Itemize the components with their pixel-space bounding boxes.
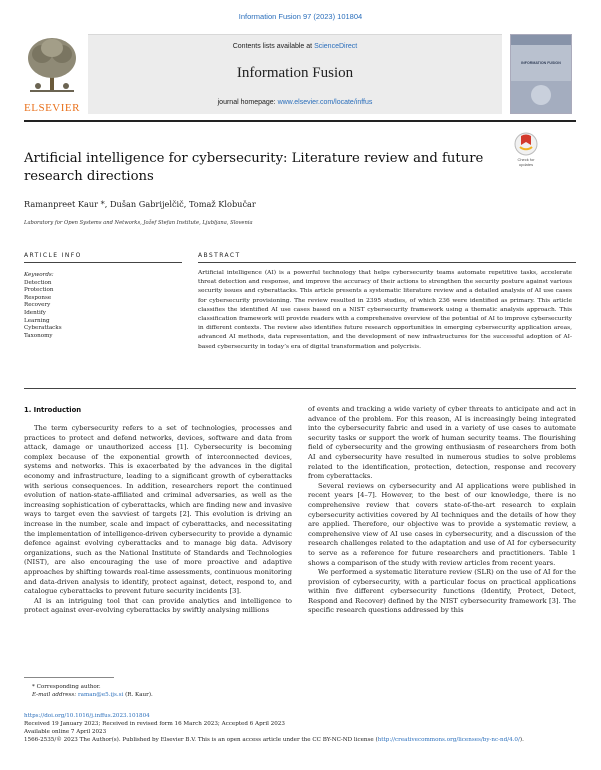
abstract-rule (198, 262, 576, 263)
intro-paragraph: The term cybersecurity refers to a set of technologies, processes and practices to protect and defend networks, devices, software and data from attack, damage or unauthorized access [1]. Cybersecurity is becoming complex because of the exponential growth of interconnected devices, systems and networks. This is exacerbated by the advances in the digital economy and infrastructure, leading to a significant growth of cyberattacks with serious consequences. In addition, researchers report the continued evolution of nation-state-affiliated and criminal adversaries, as well as the increasing sophistication of cyberattacks, which are finding new and invasive ways to target even the savviest of targets [2]. This evolution is driving an increase in the number, scale and impact of cyberattacks, and necessitating the implementation of intelligence-driven cybersecurity to provide a dynamic defence against evolving cyberattacks and to manage big data. Advisory organizations, such as the National Institute of Standards and Technologies (NIST), are also encouraging the use of more proactive and adaptive approaches by shifting towards real-time assessments, continuous monitoring and data-driven analysis to identify, protect against, detect, respond to, and catalogue cyberattacks to prevent future security incidents [3]. (24, 424, 292, 596)
homepage-line (88, 99, 502, 106)
abstract-text: Artificial intelligence (AI) is a powerful technology that helps cybersecurity teams automate repetitive tasks, accelerate threat detection and response, and improve the accuracy of their actions to strengthen the security posture against various security issues and cyberattacks. This article presents a systematic literature review and a detailed analysis of AI use cases for cybersecurity provisioning. The review resulted in 2395 studies, of which 236 were identified as primary. This article classifies the identified AI use cases based on a NIST cybersecurity framework using a thematic analysis approach. This classification framework will provide readers with a comprehensive overview of the potential of AI to improve cybersecurity in different contexts. The review also identifies future research opportunities in emerging cybersecurity application areas, advanced AI methods, data representation, and the development of new infrastructures for the successful adoption of AI-based cybersecurity in today’s era of digital transformation and polycrisis. (198, 270, 572, 350)
journal-name: Information Fusion (236, 65, 354, 81)
license-line (24, 736, 584, 744)
badge-line-1: Check for (517, 157, 535, 162)
keyword-item: Identify (24, 309, 46, 316)
email-label: E-mail address: (32, 692, 78, 698)
article-title: Artificial intelligence for cybersecurity: Literature review and future research directions (24, 151, 484, 184)
journal-reference[interactable]: Information Fusion 97 (2023) 101804 (238, 12, 363, 21)
email-suffix: (R. Kaur). (123, 692, 153, 698)
article-info-heading: ARTICLE INFO (24, 252, 82, 259)
homepage-prefix: journal homepage: (217, 99, 278, 106)
keywords-label: Keywords: (24, 272, 54, 278)
right-column (308, 405, 576, 616)
cover-art-icon (511, 35, 571, 113)
license-link[interactable]: http://creativecommons.org/licenses/by-nc-nd/4.0/ (377, 737, 520, 744)
contents-prefix: Contents lists available at (232, 43, 315, 50)
keyword-item: Cyberattacks (24, 325, 62, 332)
elsevier-tree-icon (24, 34, 80, 100)
intro-paragraph: of events and tracking a wide variety of cyber threats to anticipate and act in advance of the problem. For this reason, AI is increasingly being integrated into the cybersecurity fabric and used in a variety of use cases to automate security tasks or support the work of human security teams. The flourishing field of cybersecurity and the growing enthusiasm of researchers from both AI and cybersecurity have resulted in numerous studies to solve problems related to the identification, protection, detection, response and recovery from cyberattacks. (308, 405, 576, 481)
elsevier-logo[interactable] (24, 34, 80, 114)
email-line (32, 691, 153, 699)
keyword-item: Protection (24, 287, 54, 294)
check-for-updates-badge[interactable] (509, 131, 543, 173)
badge-line-2: updates (518, 162, 534, 167)
abstract-end-rule (24, 388, 576, 389)
footnote-rule (24, 677, 114, 678)
header-divider (24, 120, 576, 122)
keywords-block (24, 272, 62, 340)
cover-title: INFORMATION FUSION (521, 61, 561, 65)
intro-paragraph: Several reviews on cybersecurity and AI applications were published in recent years [4–7]. However, to the best of our knowledge, there is no comprehensive review that covers state-of-the-art research to explain cybersecurity activities covered by AI techniques and the details of how they are applied. Therefore, our objective was to provide a systematic review, a comprehensive view of AI use cases in cybersecurity, and a discussion of the research challenges related to the adaptation and use of AI for cybersecurity to serve as a reference for future researchers and practitioners. Table 1 shows a comparison of the study with review articles from recent years. (308, 481, 576, 567)
article-info-rule (24, 262, 182, 263)
intro-paragraph: We performed a systematic literature review (SLR) on the use of AI for the provision of cybersecurity, with a particular focus on practical applications within five different cybersecurity functions (Identify, Protect, Detect, Respond and Recover) defined by the NIST cybersecurity framework [3]. The specific research questions addressed by this (308, 568, 576, 615)
article-footer (24, 712, 584, 744)
affiliation: Laboratory for Open Systems and Networks, Jožef Stefan Institute, Ljubljana, Slovenia (24, 220, 253, 226)
sciencedirect-link[interactable]: ScienceDirect (314, 43, 358, 50)
journal-header (88, 34, 502, 114)
received-dates: Received 19 January 2023; Received in revised form 16 March 2023; Accepted 6 April 2023 (24, 721, 285, 728)
author-list[interactable]: Ramanpreet Kaur *, Dušan Gabrijelčič, Tomaž Klobučar (24, 199, 256, 209)
left-column (24, 424, 292, 616)
keyword-item: Detection (24, 279, 52, 286)
intro-paragraph: AI is an intriguing tool that can provide analytics and intelligence to protect against ever-evolving cyberattacks by swiftly analysing millions (24, 596, 292, 615)
homepage-link[interactable]: www.elsevier.com/locate/inffus (277, 99, 373, 106)
keyword-item: Response (24, 294, 52, 301)
available-online: Available online 7 April 2023 (24, 729, 107, 736)
keyword-item: Taxonomy (24, 332, 53, 339)
check-updates-icon (509, 131, 543, 157)
doi-link[interactable]: https://doi.org/10.1016/j.inffus.2023.101804 (24, 713, 150, 719)
email-link[interactable]: raman@e5.ijs.si (77, 692, 124, 698)
badge-label (509, 157, 543, 167)
introduction-heading: 1. Introduction (24, 406, 82, 414)
abstract-heading: ABSTRACT (198, 252, 241, 259)
keyword-item: Learning (24, 317, 50, 324)
journal-cover-thumbnail[interactable] (510, 34, 572, 114)
elsevier-wordmark: ELSEVIER (24, 102, 80, 114)
license-suffix: ). (519, 737, 524, 744)
keyword-item: Recovery (24, 302, 51, 309)
corresponding-author-note: * Corresponding author. (32, 684, 101, 690)
footnote (32, 683, 153, 699)
license-prefix: 1566-2535/© 2023 The Author(s). Published by Elsevier B.V. This is an open access article under the CC BY-NC-ND license ( (24, 737, 378, 744)
contents-line (88, 43, 502, 50)
